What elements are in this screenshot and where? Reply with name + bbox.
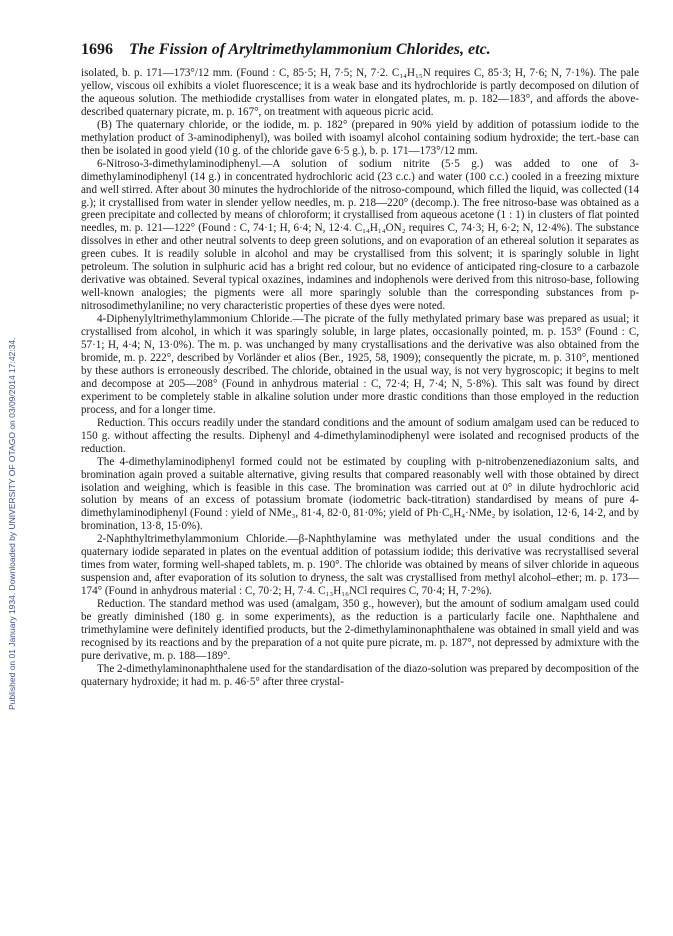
- paragraph-bromination: The 4-dimethylaminodiphenyl formed could not be estimated by coupling with p-nitrobenzenediazonium salts, and bromination again proved a suitable alternative, giving results that compared reasonably well with those obtained by direct isolation and weighing, which is feasible in this case. The bromination was carried out at 0° in dilute hydrochloric acid solution by means of an excess of potassium bromate (iodometric back-titration) standardised by means of pure 4-dimethylaminodiphenyl (Found : yield of NMe₃, 81·4, 82·0, 81·0%; yield of Ph·C₆H₄·NMe₂ by isolation, 12·6, 14·2, and by bromination, 13·8, 15·0%).: [81, 455, 639, 533]
- running-title: The Fission of Aryltrimethylammonium Chlorides, etc.: [129, 41, 491, 58]
- paragraph-reduction-2: Reduction. The standard method was used (amalgam, 350 g., however), but the amount of sodium amalgam used could be greatly diminished (180 g. in some experiments), as the reduction is a particularly facile one. Naphthalene and trimethylamine were definitely identified products, but the 2-dimethylaminonaphthalene was obtained in small yield and was recognised by its reactions and by the preparation of a not quite pure picrate, m. p. 187°, not depressed by admixture with the pure derivative, m. p. 188—189°.: [81, 598, 639, 662]
- paragraph-nitroso-compound: 6-Nitroso-3-dimethylaminodiphenyl.—A solution of sodium nitrite (5·5 g.) was added to one of 3-dimethylaminodiphenyl (14 g.) in concentrated hydrochloric acid (23 c.c.) and water (100 c.c.) cooled in a freezing mixture and well stirred. After about 30 minutes the hydrochloride of the nitroso-compound, which filled the liquid, was collected (14 g.); it crystallised from water in slender yellow needles, m. p. 218—220° (decomp.). The free nitroso-base was obtained as a green precipitate and collected by means of chloroform; it crystallised from aqueous acetone (1 : 1) in clusters of flat pointed needles, m. p. 121—122° (Found : C, 74·1; H, 6·4; N, 12·4. C₁₄H₁₄ON₂ requires C, 74·3; H, 6·2; N, 12·4%). The substance dissolves in ether and other neutral solvents to deep green solutions, and on evaporation of an ethereal solution it separates as green cubes. It is readily soluble in alcohol and may be crystallised from this solvent; it is sparingly soluble in light petroleum. The solution in sulphuric acid has a bright red colour, but no evidence of anticipated ring-closure to a carbazole derivative was obtained. Several typical oxazines, indamines and indophenols were derived from this nitroso-base, following well-known analogies; the pigments were all more sparingly soluble than the corresponding substances from p-nitrosodimethylaniline; no very characteristic properties of these dyes were noted.: [81, 157, 639, 313]
- paragraph-2: (B) The quaternary chloride, or the iodide, m. p. 182° (prepared in 90% yield by addition of potassium iodide to the methylation product of 3-aminodiphenyl), was boiled with isoamyl alcohol containing sodium hydroxide; the tert.-base can then be isolated in good yield (10 g. of the chloride gave 6·5 g.), b. p. 171—173°/12 mm.: [81, 118, 639, 157]
- page-number: 1696: [81, 41, 113, 58]
- article-body: [81, 67, 639, 689]
- download-notice: Published on 01 January 1934. Downloaded by UNIVERSITY OF OTAGO on 03/09/2014 17:42:34.: [7, 337, 17, 710]
- page-header: [81, 40, 641, 60]
- paragraph-naphthyl-chloride: 2-Naphthyltrimethylammonium Chloride.—β-Naphthylamine was methylated under the usual conditions and the quaternary iodide separated in plates on the eventual addition of potassium iodide; this derivative was recrystallised several times from water, forming well-shaped tablets, m. p. 190°. The chloride was obtained by means of silver chloride in aqueous suspension and, after evaporation of its solution to dryness, the salt was crystallised from methyl alcohol–ether; m. p. 173—174° (Found in anhydrous material : C, 70·2; H, 7·4. C₁₃H₁₆NCl requires C, 70·4; H, 7·2%).: [81, 533, 639, 598]
- paragraph-standardisation: The 2-dimethylaminonaphthalene used for the standardisation of the diazo-solution was prepared by decomposition of the quaternary hydroxide; it had m. p. 46·5° after three crystal-: [81, 662, 639, 688]
- paragraph-1: isolated, b. p. 171—173°/12 mm. (Found : C, 85·5; H, 7·5; N, 7·2. C₁₄H₁₅N requires C, 85·3; H, 7·6; N, 7·1%). The pale yellow, viscous oil exhibits a violet fluorescence; it is a weak base and its hydrochloride is partly decomposed on dilution of the aqueous solution. The methiodide crystallises from water in elongated plates, m. p. 182—183°, and affords the above-described quaternary picrate, m. p. 167°, on treatment with aqueous picric acid.: [81, 67, 639, 118]
- paragraph-reduction-1: Reduction. This occurs readily under the standard conditions and the amount of sodium amalgam used can be reduced to 150 g. without affecting the results. Diphenyl and 4-dimethylaminodiphenyl were isolated and recognised products of the reduction.: [81, 416, 639, 455]
- paragraph-diphenylyl-chloride: 4-Diphenylyltrimethylammonium Chloride.—The picrate of the fully methylated primary base was prepared as usual; it crystallised from alcohol, in which it was sparingly soluble, in large plates, occasionally pointed, m. p. 153° (Found : C, 57·1; H, 4·4; N, 13·0%). The m. p. was unchanged by many crystallisations and the derivative was also obtained from the bromide, m. p. 222°, described by Vorländer et alios (Ber., 1925, 58, 1909); consequently the picrate, m. p. 310°, mentioned by these authors is erroneously described. The chloride, obtained in the usual way, is not very hygroscopic; it begins to melt and decompose at 205—208° (Found in anhydrous material : C, 72·4; H, 7·4; N, 5·8%). This salt was found by direct experiment to be completely stable in alkaline solution under more drastic conditions than those employed in the reduction process, and for a longer time.: [81, 313, 639, 416]
